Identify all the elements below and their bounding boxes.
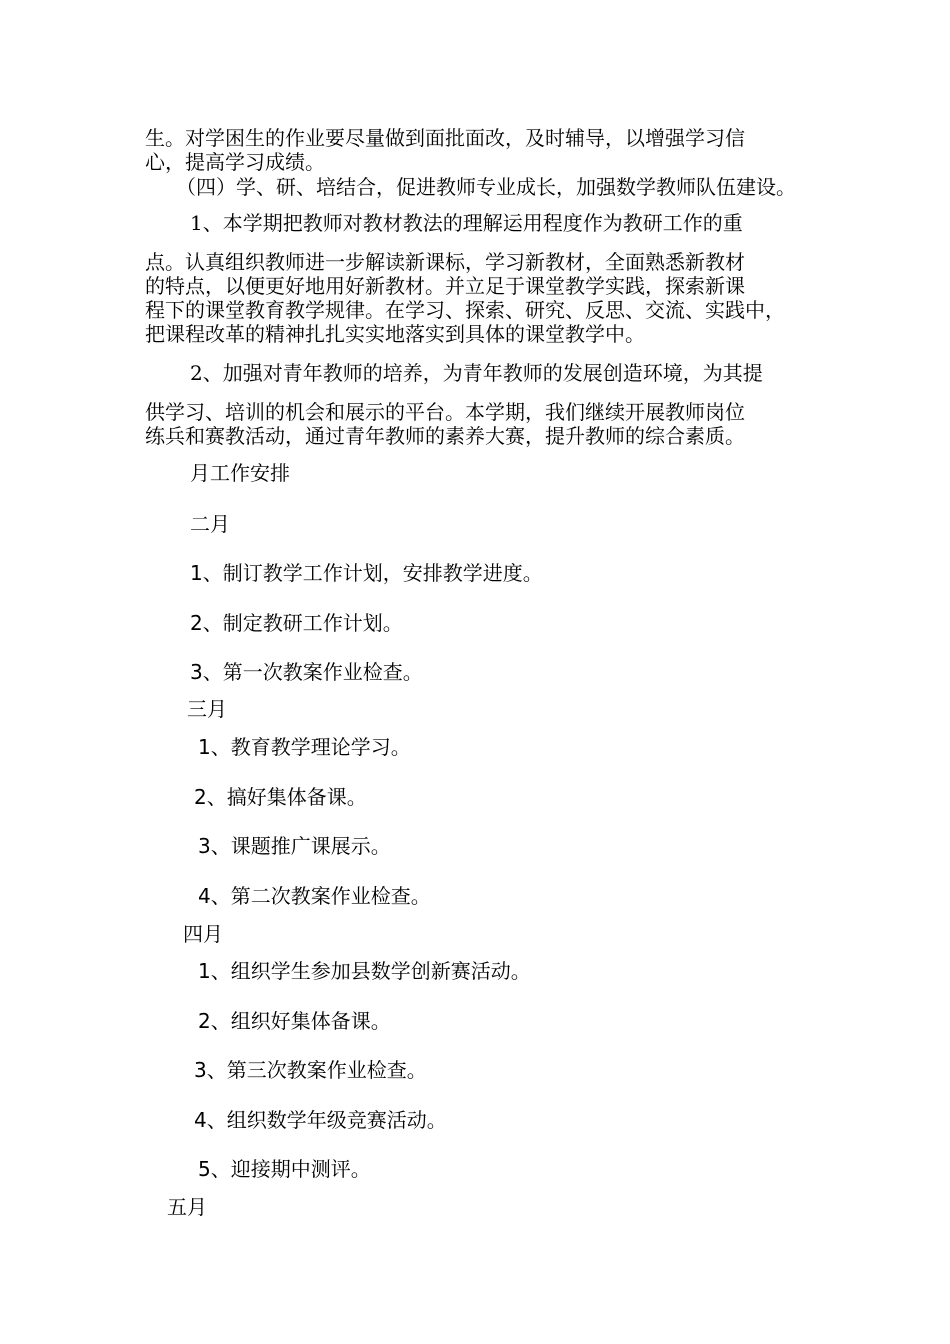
paragraph-line: 生。对学困生的作业要尽量做到面批面改，及时辅导，以增强学习信 [145, 126, 745, 150]
list-item: 1、组织学生参加县数学创新赛活动。 [198, 959, 531, 983]
list-item: 4、第二次教案作业检查。 [198, 884, 431, 908]
paragraph-line: 1、本学期把教师对教材教法的理解运用程度作为教研工作的重 [190, 211, 743, 235]
list-item: 3、课题推广课展示。 [198, 834, 391, 858]
paragraph-line: 心，提高学习成绩。 [145, 150, 325, 174]
paragraph-line: 把课程改革的精神扎扎实实地落实到具体的课堂教学中。 [145, 322, 645, 346]
schedule-heading: 月工作安排 [190, 461, 290, 485]
list-item: 5、迎接期中测评。 [198, 1157, 371, 1181]
month-label-mar: 三月 [187, 697, 227, 721]
month-label-may: 五月 [167, 1195, 207, 1219]
list-item: 2、组织好集体备课。 [198, 1009, 391, 1033]
list-item: 3、第一次教案作业检查。 [190, 660, 423, 684]
list-item: 2、制定教研工作计划。 [190, 611, 403, 635]
list-item: 3、第三次教案作业检查。 [194, 1058, 427, 1082]
list-item: 1、制订教学工作计划，安排教学进度。 [190, 561, 543, 585]
month-label-feb: 二月 [190, 512, 230, 536]
month-label-apr: 四月 [183, 922, 223, 946]
paragraph-line: 点。认真组织教师进一步解读新课标，学习新教材，全面熟悉新教材 [145, 250, 745, 274]
paragraph-line: 练兵和赛教活动，通过青年教师的素养大赛，提升教师的综合素质。 [145, 424, 745, 448]
list-item: 1、教育教学理论学习。 [198, 735, 411, 759]
paragraph-line: 程下的课堂教育教学规律。在学习、探索、研究、反思、交流、实践中， [145, 298, 785, 322]
paragraph-line: 的特点，以便更好地用好新教材。并立足于课堂教学实践，探索新课 [145, 274, 745, 298]
list-item: 2、搞好集体备课。 [194, 785, 367, 809]
section-heading: （四）学、研、培结合，促进教师专业成长，加强数学教师队伍建设。 [176, 175, 796, 199]
list-item: 4、组织数学年级竞赛活动。 [194, 1108, 447, 1132]
paragraph-line: 2、加强对青年教师的培养，为青年教师的发展创造环境，为其提 [190, 361, 763, 385]
paragraph-line: 供学习、培训的机会和展示的平台。本学期，我们继续开展教师岗位 [145, 400, 745, 424]
